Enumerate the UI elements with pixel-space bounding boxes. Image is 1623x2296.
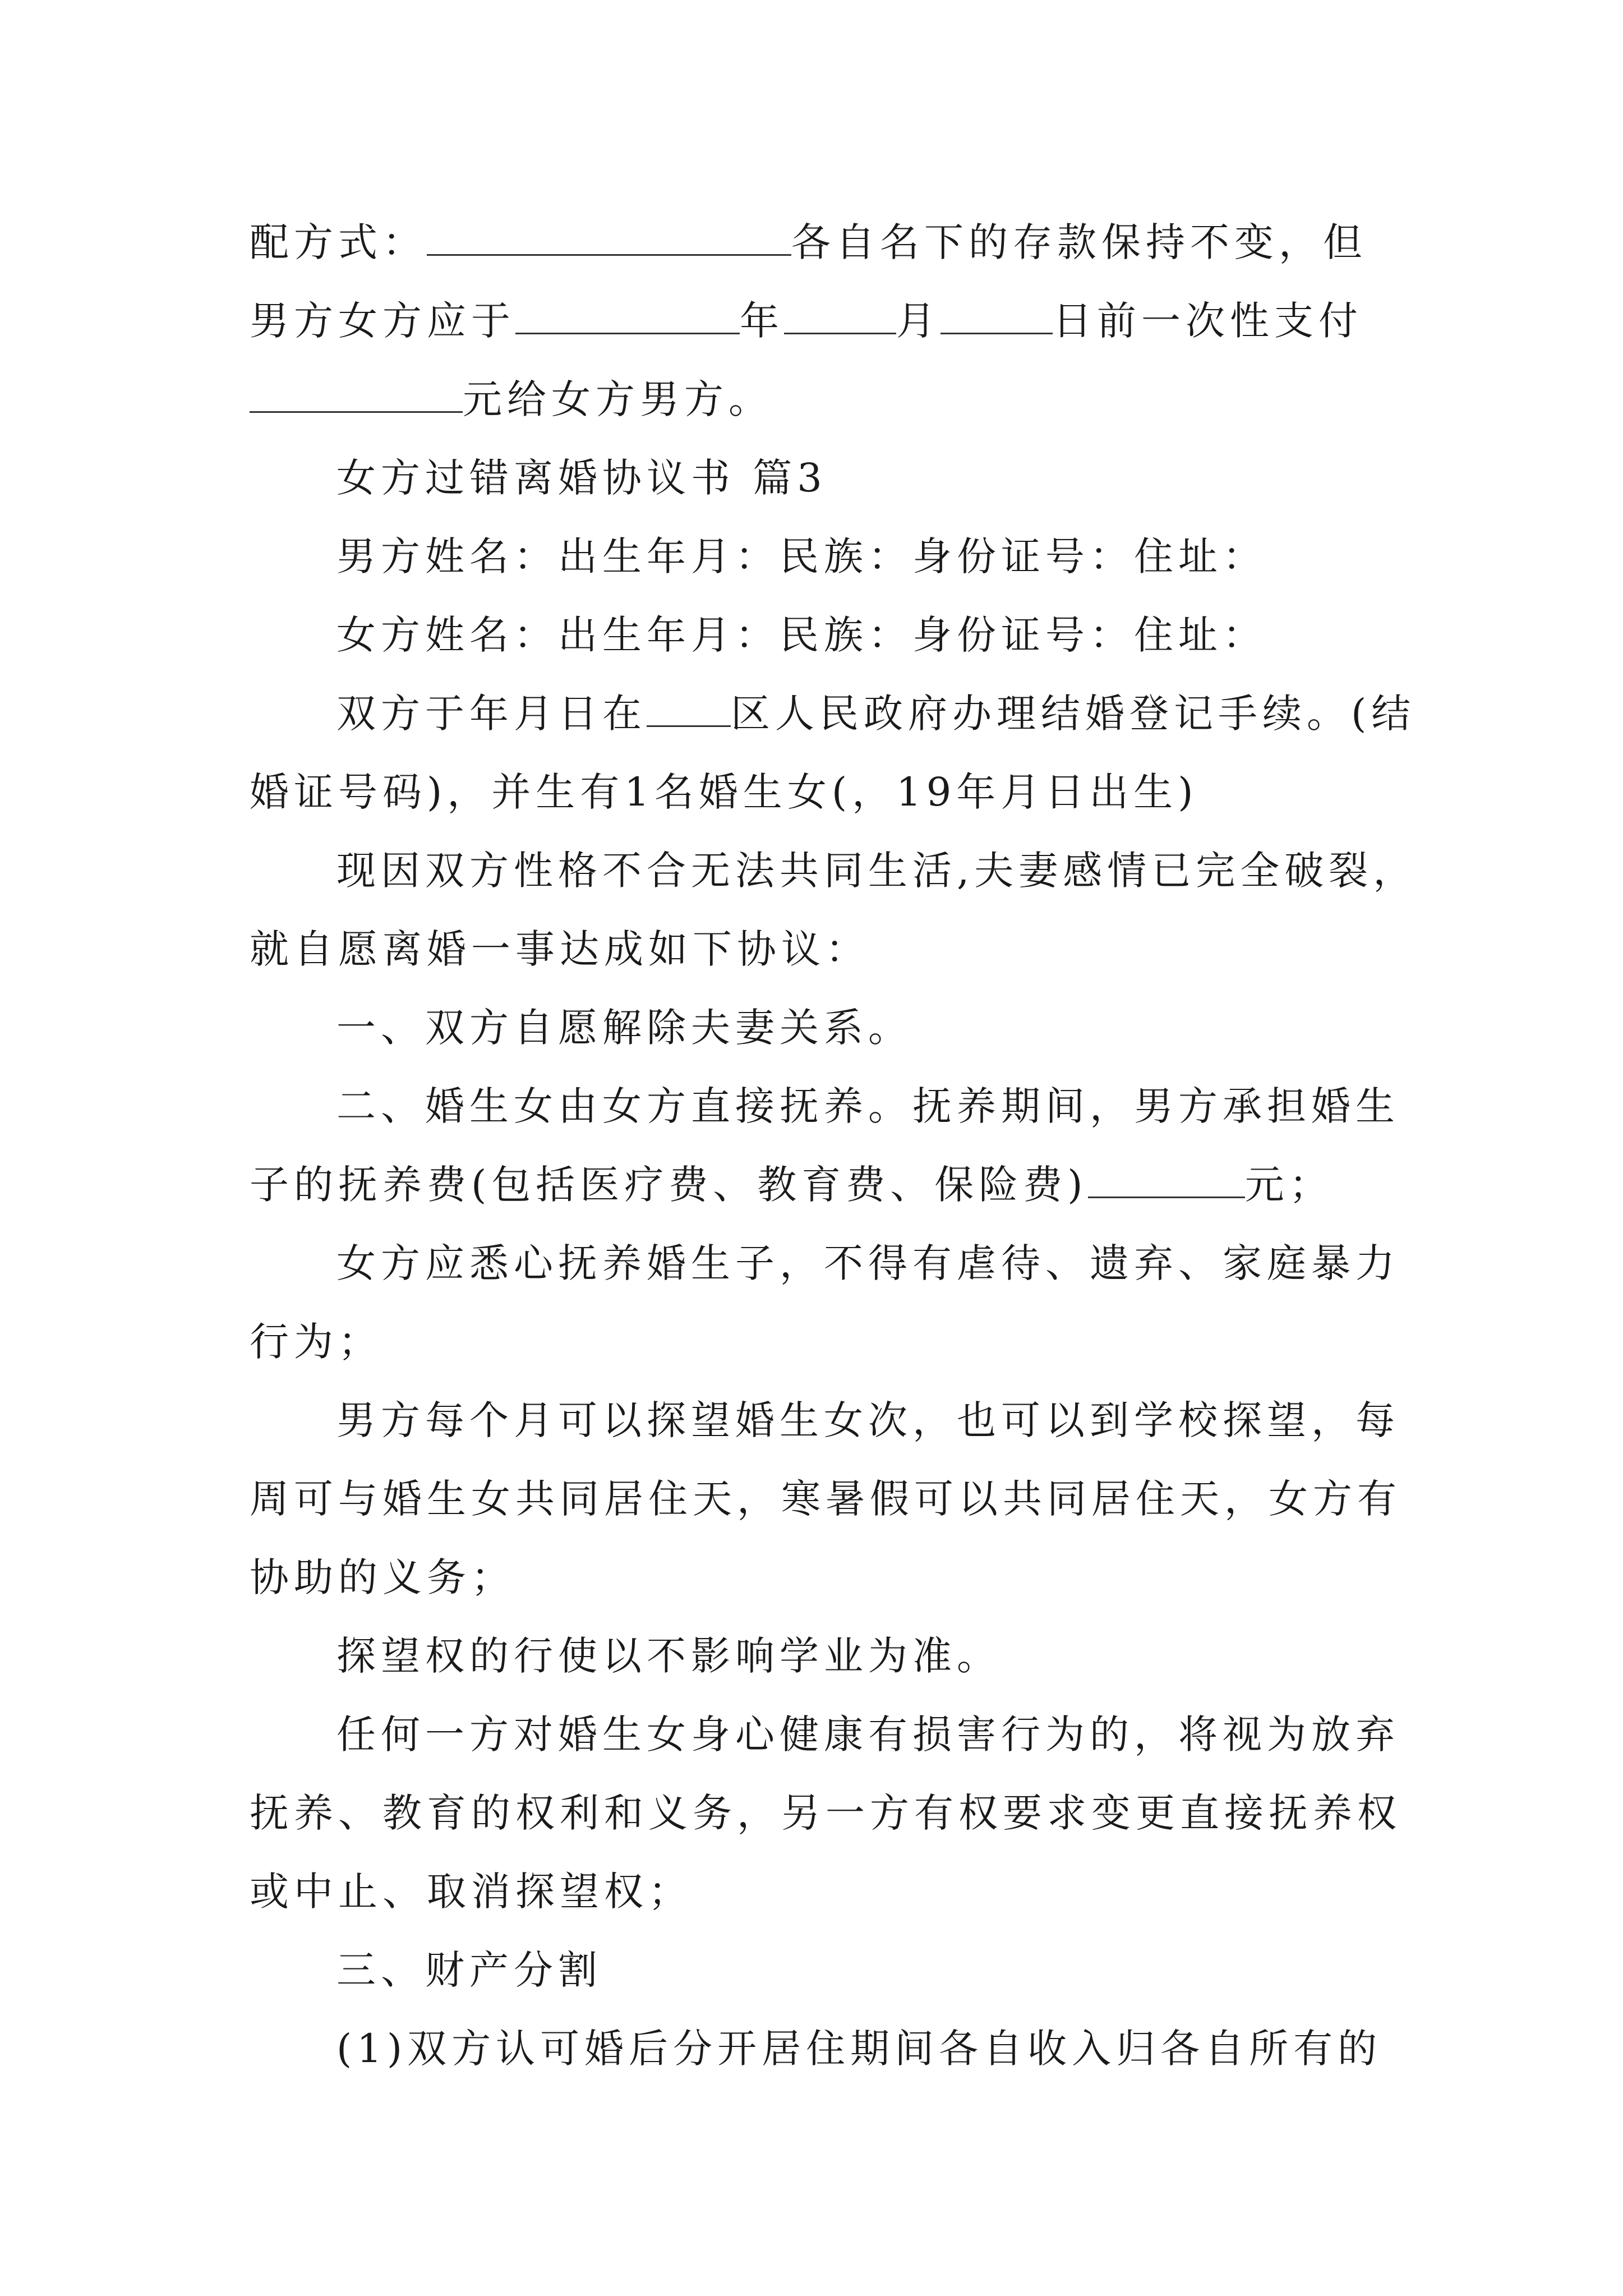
text-line	[0, 1617, 1623, 1695]
text-line	[0, 1460, 1623, 1538]
text-run: 周可与婚生女共同居住天，寒暑假可以共同居住天，女方有	[250, 1476, 1401, 1522]
text-run: 女方过错离婚协议书 篇3	[336, 455, 827, 501]
text-run: 探望权的行使以不影响学业为准。	[336, 1633, 1001, 1679]
text-run: 现因双方性格不合无法共同生活,夫妻感情已完全破裂，	[336, 848, 1418, 894]
fill-in-blank	[647, 689, 731, 727]
text-run: 行为；	[250, 1319, 382, 1365]
text-run: 女方应悉心抚养婚生子，不得有虐待、遗弃、家庭暴力	[336, 1240, 1400, 1286]
text-line	[0, 1774, 1623, 1852]
text-line	[0, 1381, 1623, 1460]
text-line	[0, 674, 1623, 753]
text-run: 一、双方自愿解除夫妻关系。	[336, 1005, 912, 1051]
text-run: 男方姓名：出生年月：民族：身份证号：住址：	[336, 533, 1267, 579]
text-run: 三、财产分割	[336, 1947, 602, 1993]
text-run: 各自名下的存款保持不变，但	[791, 219, 1367, 265]
text-line	[0, 1145, 1623, 1224]
text-run: 年	[740, 298, 784, 344]
text-line	[0, 988, 1623, 1067]
text-line	[0, 2009, 1623, 2088]
fill-in-blank	[427, 218, 791, 256]
text-run: 配方式：	[250, 219, 427, 265]
text-line	[0, 517, 1623, 596]
text-line	[0, 1067, 1623, 1145]
text-run: 协助的义务；	[250, 1554, 515, 1600]
text-line	[0, 360, 1623, 439]
text-line	[0, 203, 1623, 282]
text-run: 元；	[1244, 1162, 1334, 1208]
section-heading	[0, 439, 1623, 517]
text-line	[0, 1303, 1623, 1381]
text-run: 元给女方男方。	[463, 376, 773, 422]
text-line	[0, 1224, 1623, 1303]
text-line	[0, 910, 1623, 988]
text-line	[0, 1695, 1623, 1774]
fill-in-blank	[515, 297, 740, 334]
text-run: 男方每个月可以探望婚生女次，也可以到学校探望，每	[336, 1397, 1400, 1443]
text-line	[0, 753, 1623, 831]
text-run: 区人民政府办理结婚登记手续。(结	[731, 691, 1416, 737]
text-run: 女方姓名：出生年月：民族：身份证号：住址：	[336, 612, 1267, 658]
text-line	[0, 596, 1623, 674]
text-run: 子的抚养费(包括医疗费、教育费、保险费)	[250, 1162, 1088, 1208]
text-line	[0, 1852, 1623, 1931]
text-line	[0, 1538, 1623, 1617]
text-run: 任何一方对婚生女身心健康有损害行为的，将视为放弃	[336, 1711, 1400, 1757]
fill-in-blank	[1088, 1161, 1245, 1198]
text-line	[0, 1931, 1623, 2009]
text-run: 月	[896, 298, 940, 344]
text-run: 抚养、教育的权利和义务，另一方有权要求变更直接抚养权	[250, 1790, 1401, 1836]
text-run: (1)双方认可婚后分开居住期间各自收入归各自所有的	[336, 2026, 1382, 2072]
fill-in-blank	[784, 297, 896, 334]
text-run: 日前一次性支付	[1053, 298, 1363, 344]
text-run: 婚证号码)，并生有1名婚生女(，19年月日出生)	[250, 769, 1198, 815]
fill-in-blank	[940, 297, 1053, 334]
text-run: 就自愿离婚一事达成如下协议：	[250, 926, 870, 972]
text-run: 或中止、取消探望权；	[250, 1869, 693, 1915]
text-run: 男方女方应于	[250, 298, 515, 344]
text-run: 二、婚生女由女方直接抚养。抚养期间，男方承担婚生	[336, 1083, 1400, 1129]
text-line	[0, 831, 1623, 910]
text-run: 双方于年月日在	[336, 691, 647, 737]
fill-in-blank	[250, 375, 463, 413]
text-line	[0, 282, 1623, 360]
